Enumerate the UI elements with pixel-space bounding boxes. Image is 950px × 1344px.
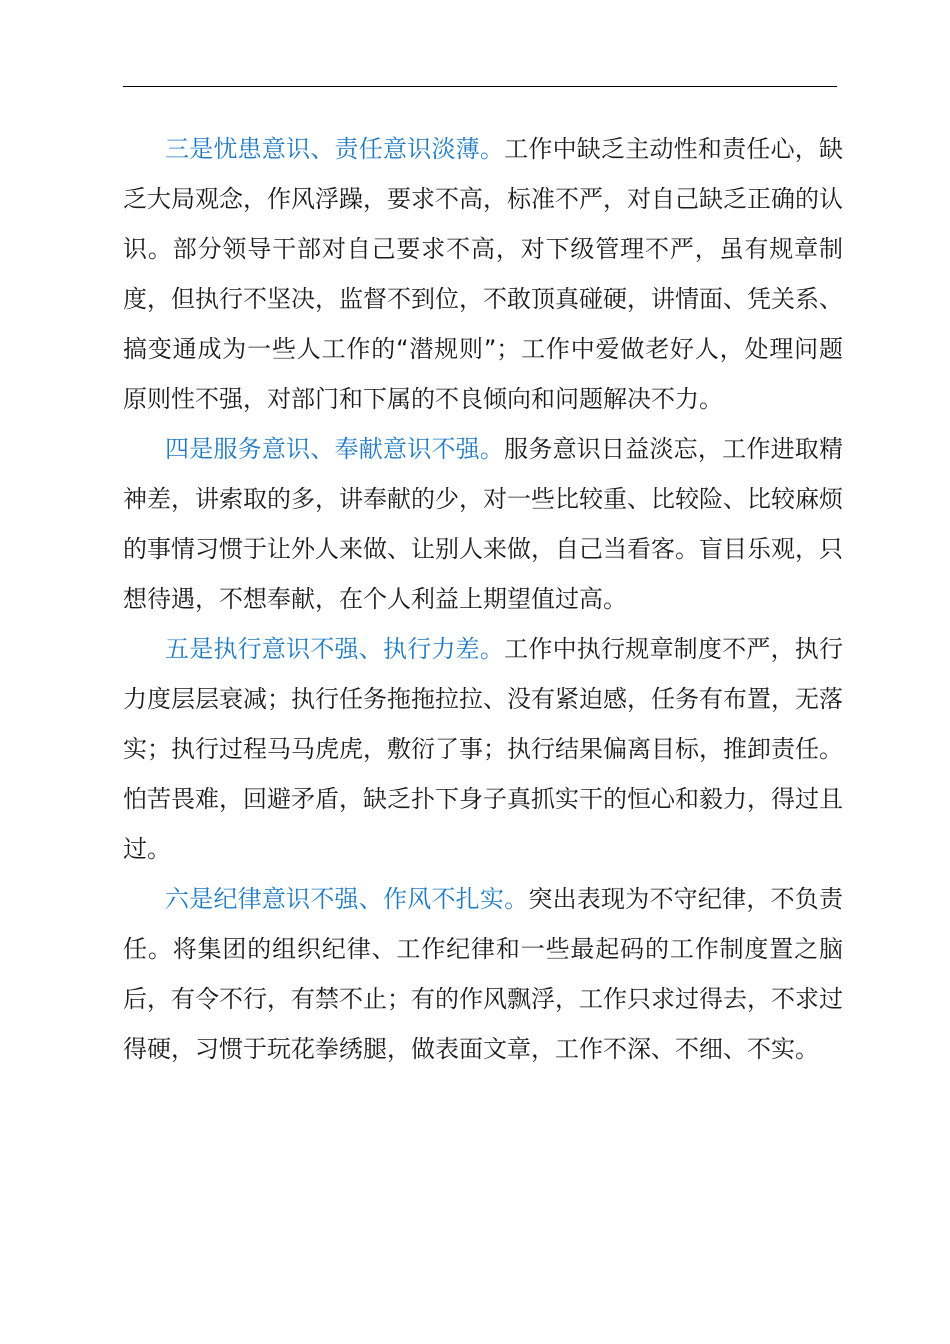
paragraph-3 xyxy=(123,124,843,424)
paragraph-heading: 三是忧患意识、责任意识淡薄。 xyxy=(165,135,505,163)
paragraph-4 xyxy=(123,424,843,624)
paragraph-heading: 四是服务意识、奉献意识不强。 xyxy=(165,435,505,463)
header-rule xyxy=(123,86,837,87)
paragraph-heading: 六是纪律意识不强、作风不扎实。 xyxy=(165,885,529,913)
paragraph-text: 工作中缺乏主动性和责任心，缺乏大局观念，作风浮躁，要求不高，标准不严，对自己缺乏正确的认识。部分领导干部对自己要求不高，对下级管理不严，虽有规章制度，但执行不坚决，监督不到位，不敢顶真碰硬，讲情面、凭关系、搞变通成为一些人工作的“潜规则”；工作中爱做老好人，处理问题原则性不强，对部门和下属的不良倾向和问题解决不力。 xyxy=(123,135,844,413)
paragraph-heading: 五是执行意识不强、执行力差。 xyxy=(165,635,505,663)
paragraph-text: 服务意识日益淡忘，工作进取精神差，讲索取的多，讲奉献的少，对一些比较重、比较险、比较麻烦的事情习惯于让外人来做、让别人来做，自己当看客。盲目乐观，只想待遇，不想奉献，在个人利益上期望值过高。 xyxy=(123,435,844,613)
paragraph-text: 突出表现为不守纪律，不负责任。将集团的组织纪律、工作纪律和一些最起码的工作制度置之脑后，有令不行，有禁不止；有的作风飘浮，工作只求过得去，不求过得硬，习惯于玩花拳绣腿，做表面文章，工作不深、不细、不实。 xyxy=(123,885,844,1063)
paragraph-text: 工作中执行规章制度不严，执行力度层层衰减；执行任务拖拖拉拉、没有紧迫感，任务有布置，无落实；执行过程马马虎虎，敷衍了事；执行结果偏离目标，推卸责任。怕苦畏难，回避矛盾，缺乏扑下身子真抓实干的恒心和毅力，得过且过。 xyxy=(123,635,844,863)
paragraph-5 xyxy=(123,624,843,874)
document-body xyxy=(123,124,843,1074)
paragraph-6 xyxy=(123,874,843,1074)
